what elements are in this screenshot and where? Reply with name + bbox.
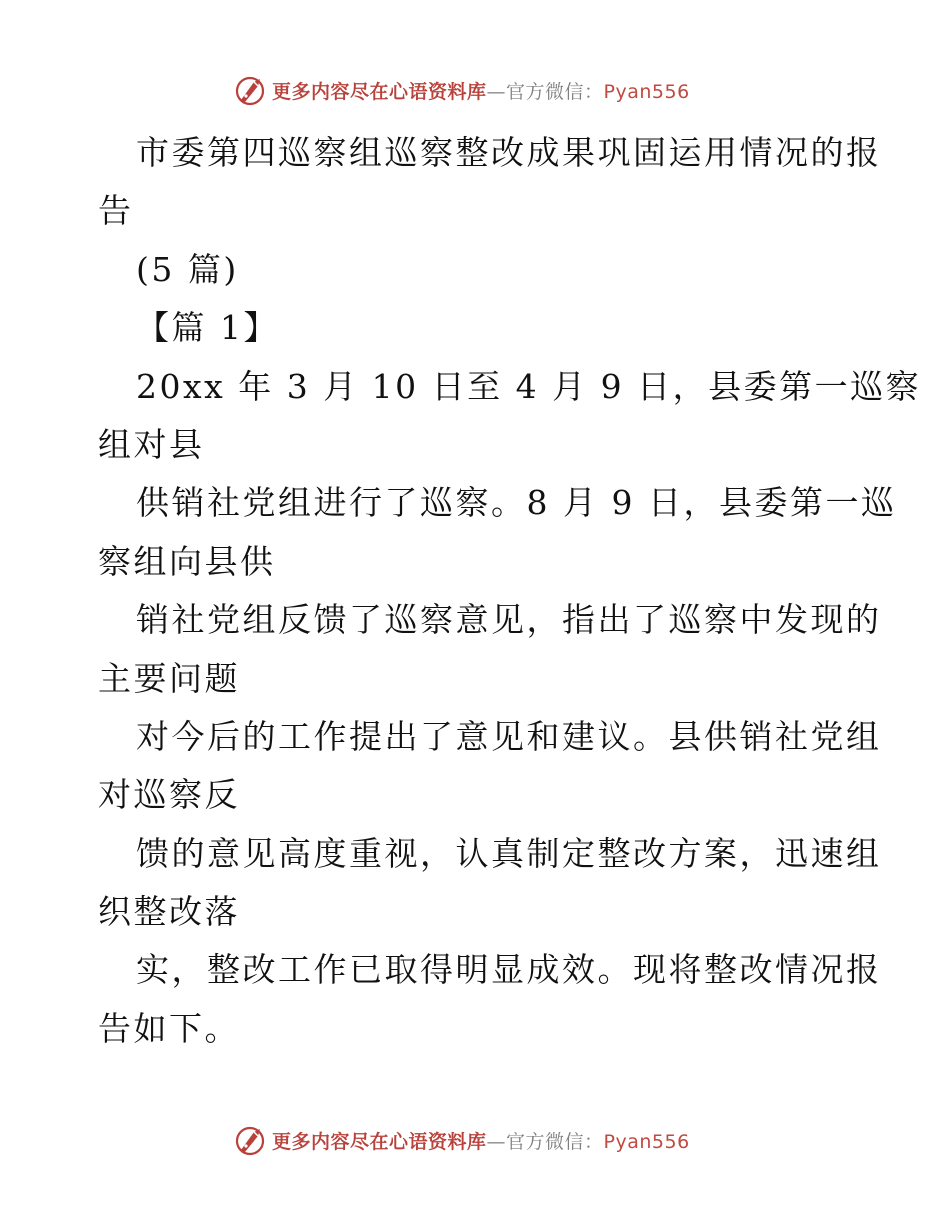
document-body <box>98 124 922 1058</box>
banner-wechat-label: 官方微信： <box>506 80 604 103</box>
paragraph-line: 主要问题 <box>98 658 240 698</box>
title-line-2: 告 <box>98 191 134 231</box>
title-line-1: 市委第四巡察组巡察整改成果巩固运用情况的报 <box>136 133 882 172</box>
paragraph-line: 供销社党组进行了巡察。8 月 9 日，县委第一巡 <box>136 483 897 523</box>
paragraph-line: 销社党组反馈了巡察意见，指出了巡察中发现的 <box>136 600 882 640</box>
paragraph-line: 20xx 年 3 月 10 日至 4 月 9 日，县委第一巡察 <box>136 366 922 406</box>
banner-wechat-id: Pyan556 <box>603 80 690 103</box>
paragraph-line: 馈的意见高度重视，认真制定整改方案，迅速组 <box>136 833 882 873</box>
paragraph-line: 实，整改工作已取得明显成效。现将整改情况报 <box>136 950 882 990</box>
pen-nib-logo-icon <box>232 1122 268 1158</box>
banner-separator: — <box>486 1130 507 1153</box>
banner-wechat-id: Pyan556 <box>603 1130 690 1153</box>
paragraph-line: 组对县 <box>98 424 205 464</box>
paragraph-line: 察组向县供 <box>98 541 276 581</box>
banner-wechat-label: 官方微信： <box>506 1130 604 1153</box>
paragraph-line: 告如下。 <box>98 1008 240 1048</box>
footer-banner <box>232 1120 690 1160</box>
paragraph-line: 织整改落 <box>98 892 240 932</box>
banner-main-text: 更多内容尽在心语资料库 <box>272 80 487 103</box>
section-heading: 【篇 1】 <box>136 308 279 348</box>
footer-banner-text <box>272 1127 690 1154</box>
pen-nib-logo-icon <box>232 72 268 108</box>
paragraph-line: 对今后的工作提出了意见和建议。县供销社党组 <box>136 716 882 756</box>
banner-separator: — <box>486 80 507 103</box>
subtitle-count: (5 篇) <box>136 249 239 289</box>
paragraph-line: 对巡察反 <box>98 775 240 815</box>
banner-main-text: 更多内容尽在心语资料库 <box>272 1130 487 1153</box>
header-banner-text <box>272 77 690 104</box>
header-banner <box>232 70 690 110</box>
